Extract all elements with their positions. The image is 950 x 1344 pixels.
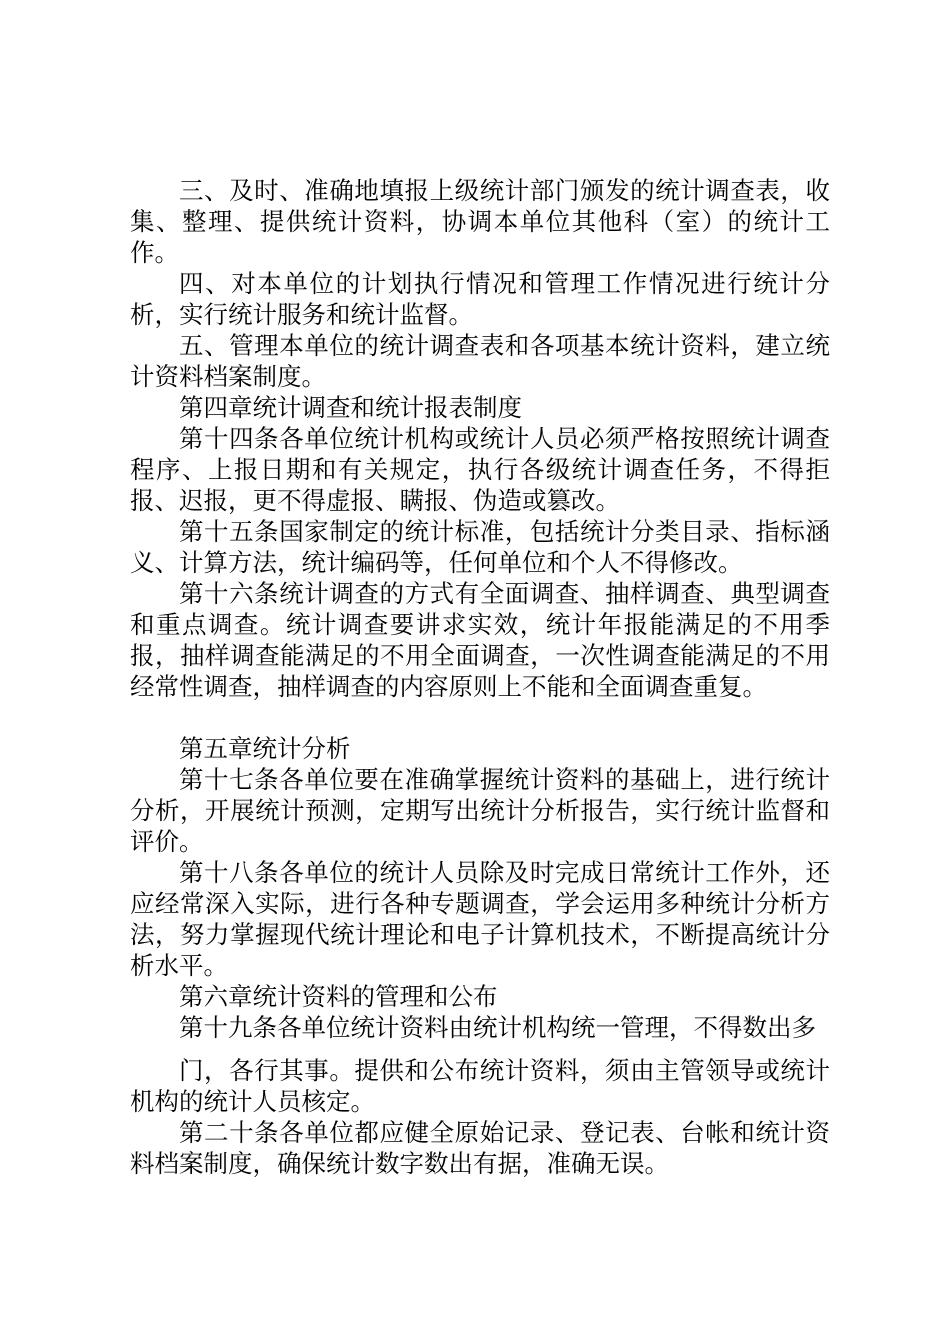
article-20: 第二十条各单位都应健全原始记录、登记表、台帐和统计资料档案制度，确保统计数字数出有据，准确无误。 [130,1118,830,1178]
article-19-part-1: 第十九条各单位统计资料由统计机构统一管理，不得数出多 [179,1013,816,1042]
chapter-6-heading: 第六章统计资料的管理和公布 [179,982,498,1011]
chapter-4-heading: 第四章统计调查和统计报表制度 [179,393,522,422]
paragraph-item-3: 三、及时、准确地填报上级统计部门颁发的统计调查表，收集、整理、提供统计资料，协调本单位其他科（室）的统计工作。 [130,176,830,267]
article-18: 第十八条各单位的统计人员除及时完成日常统计工作外，还应经常深入实际，进行各种专题调查，学会运用多种统计分析方法，努力掌握现代统计理论和电子计算机技术，不断提高统计分析水平。 [130,858,830,980]
document-body [130,175,830,1179]
article-16: 第十六条统计调查的方式有全面调查、抽样调查、典型调查和重点调查。统计调查要讲求实效，统计年报能满足的不用季报，抽样调查能满足的不用全面调查，一次性调查能满足的不用经常性调查，抽样调查的内容原则上不能和全面调查重复。 [130,579,830,701]
article-14: 第十四条各单位统计机构或统计人员必须严格按照统计调查程序、上报日期和有关规定，执行各级统计调查任务，不得拒报、迟报，更不得虚报、瞒报、伪造或篡改。 [130,424,830,515]
paragraph-item-5: 五、管理本单位的统计调查表和各项基本统计资料，建立统计资料档案制度。 [130,331,830,391]
chapter-5-heading: 第五章统计分析 [179,734,351,763]
paragraph-gap [130,1043,830,1055]
article-17: 第十七条各单位要在准确掌握统计资料的基础上，进行统计分析，开展统计预测，定期写出统计分析报告，实行统计监督和评价。 [130,765,830,856]
paragraph-item-4: 四、对本单位的计划执行情况和管理工作情况进行统计分析，实行统计服务和统计监督。 [130,269,830,329]
article-19-part-2: 门，各行其事。提供和公布统计资料，须由主管领导或统计机构的统计人员核定。 [130,1056,830,1116]
paragraph-gap [130,702,830,733]
article-15: 第十五条国家制定的统计标准，包括统计分类目录、指标涵义、计算方法，统计编码等，任何单位和个人不得修改。 [130,517,830,577]
